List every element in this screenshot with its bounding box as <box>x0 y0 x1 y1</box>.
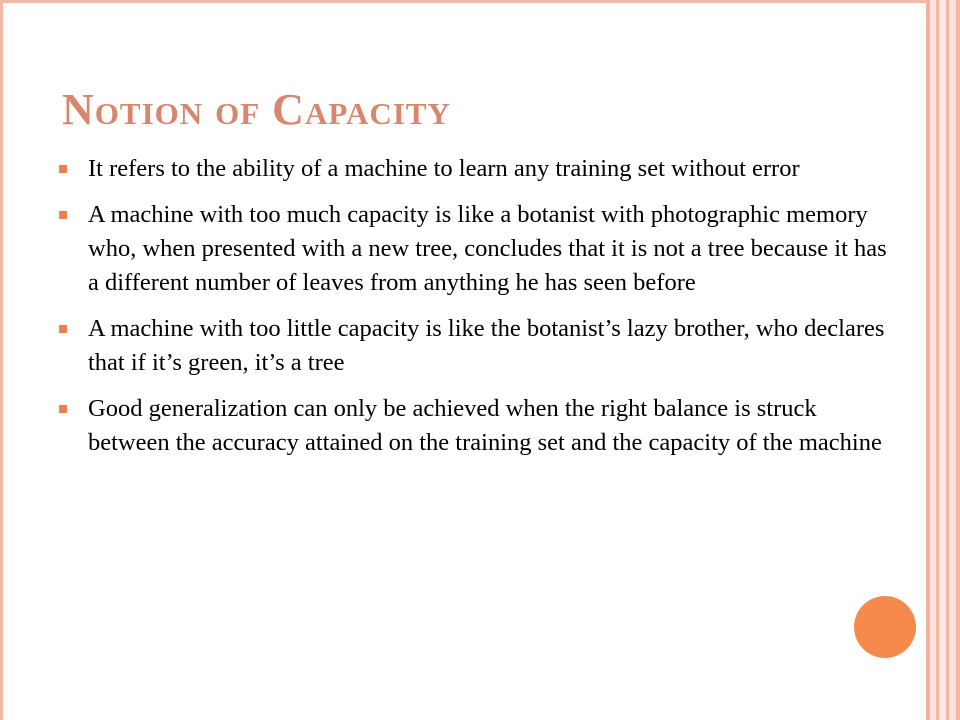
square-bullet-icon <box>59 211 67 219</box>
square-bullet-icon <box>59 325 67 333</box>
bullet-item <box>58 198 898 300</box>
bullet-text: A machine with too little capacity is like the botanist’s lazy brother, who declares that if it’s green, it’s a tree <box>88 315 885 376</box>
decorative-side-stripes <box>930 0 960 720</box>
bullet-text: It refers to the ability of a machine to learn any training set without error <box>88 155 800 182</box>
square-bullet-icon <box>59 405 67 413</box>
decorative-circle-icon <box>854 596 916 658</box>
bullet-item <box>58 152 898 186</box>
bullet-item <box>58 312 898 380</box>
square-bullet-icon <box>59 165 67 173</box>
bullet-text: A machine with too much capacity is like a botanist with photographic memory who, when presented with a new tree, concludes that it is not a tree because it has a different number of leaves from anything he has seen before <box>88 201 887 296</box>
bullet-item <box>58 392 898 460</box>
bullet-list <box>58 152 898 472</box>
slide-title: Notion of Capacity <box>62 85 451 134</box>
bullet-text: Good generalization can only be achieved when the right balance is struck between the accuracy attained on the training set and the capacity of the machine <box>88 395 882 456</box>
